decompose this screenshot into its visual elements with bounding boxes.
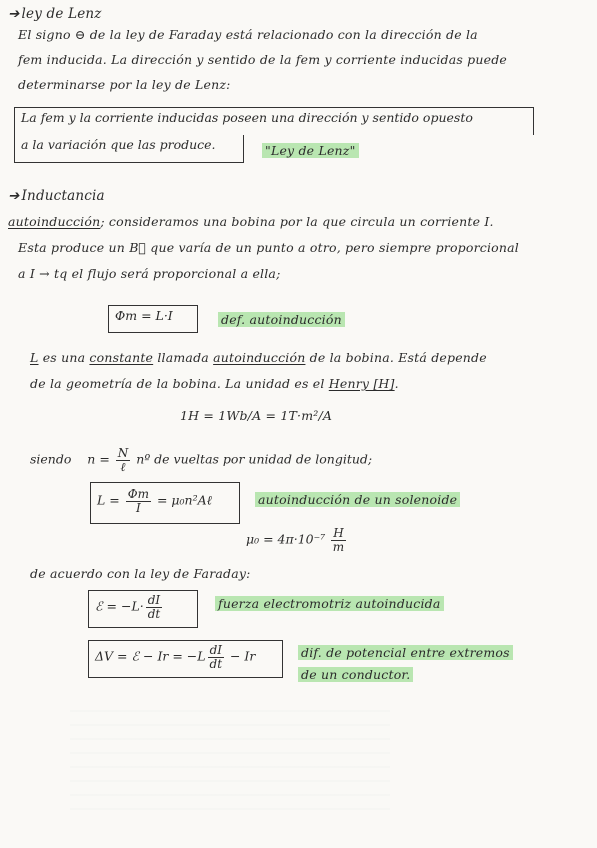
- potential-formula-label-line-1: dif. de potencial entre extremos: [298, 645, 513, 660]
- autoinduction-line-2: Esta produce un B⃗ que varía de un punto a otro, pero siempre proporcional: [18, 240, 519, 255]
- lenz-text-line-1: El signo ⊖ de la ley de Faraday está relacionado con la dirección de la: [18, 27, 478, 42]
- inductance-constant-line-1: L es una constante llamada autoinducción de la bobina. Está depende: [30, 350, 487, 365]
- arrow-icon: ➔: [8, 188, 20, 204]
- lenz-text-line-2: fem inducida. La dirección y sentido de la fem y corriente inducidas puede: [18, 52, 508, 67]
- autoinduction-text: ; consideramos una bobina por la que circula un corriente I.: [100, 214, 494, 229]
- autoinduction-line-1: [8, 214, 494, 229]
- permeability-constant: μ₀ = 4π·10⁻⁷ $\frac{H}{m}$: [246, 526, 345, 554]
- autoinduction-line-3: a I → tq el flujo será proporcional a ella;: [18, 266, 281, 281]
- turn-density-definition: siendo n = $\frac{N}{\text{ℓ}}$ nº de vueltas por unidad de longitud;: [30, 446, 373, 474]
- emf-formula-label: fuerza electromotriz autoinducida: [215, 596, 444, 611]
- flux-formula: Φm = L·I: [115, 308, 173, 323]
- turn-density-fraction: $\frac{N}{\text{ℓ}}$: [117, 446, 129, 474]
- potential-formula-box: ΔV = ℰ − Ir = −L $\frac{dI}{dt}$ − Ir: [88, 640, 283, 678]
- inductance-title: Inductancia: [21, 188, 105, 204]
- inductance-constant-line-2: de la geometría de la bobina. La unidad es el Henry [H].: [30, 376, 399, 391]
- solenoid-formula-label: autoinducción de un solenoide: [255, 492, 460, 507]
- lenz-statement-box-bottom: [14, 135, 244, 163]
- lenz-title: ley de Lenz: [21, 6, 102, 22]
- paper-texture: [70, 700, 390, 810]
- lenz-statement-line-2: a la variación que las produce.: [21, 137, 216, 152]
- potential-formula-label-line-2: de un conductor.: [298, 667, 413, 682]
- flux-formula-label: def. autoinducción: [218, 312, 345, 327]
- faraday-intro: de acuerdo con la ley de Faraday:: [30, 566, 251, 581]
- solenoid-formula-box: L = $\frac{\Phi m}{I}$ = μ₀n²Aℓ: [90, 482, 240, 524]
- henry-equivalence: 1H = 1Wb/A = 1T·m²/A: [180, 408, 333, 423]
- autoinduction-term: autoinducción: [8, 214, 101, 229]
- lenz-law-label: "Ley de Lenz": [262, 143, 359, 158]
- lenz-statement-line-1: La fem y la corriente inducidas poseen una dirección y sentido opuesto: [21, 110, 473, 125]
- inductance-heading: [8, 188, 105, 204]
- henry-unit: Henry [H]: [328, 376, 395, 391]
- flux-formula-box: [108, 305, 198, 333]
- lenz-text-line-3: determinarse por la ley de Lenz:: [18, 77, 231, 92]
- emf-formula-box: ℰ = −L· $\frac{dI}{dt}$: [88, 590, 198, 628]
- arrow-icon: ➔: [8, 6, 20, 22]
- lenz-statement-box-top: [14, 107, 534, 135]
- lenz-heading: [8, 6, 102, 22]
